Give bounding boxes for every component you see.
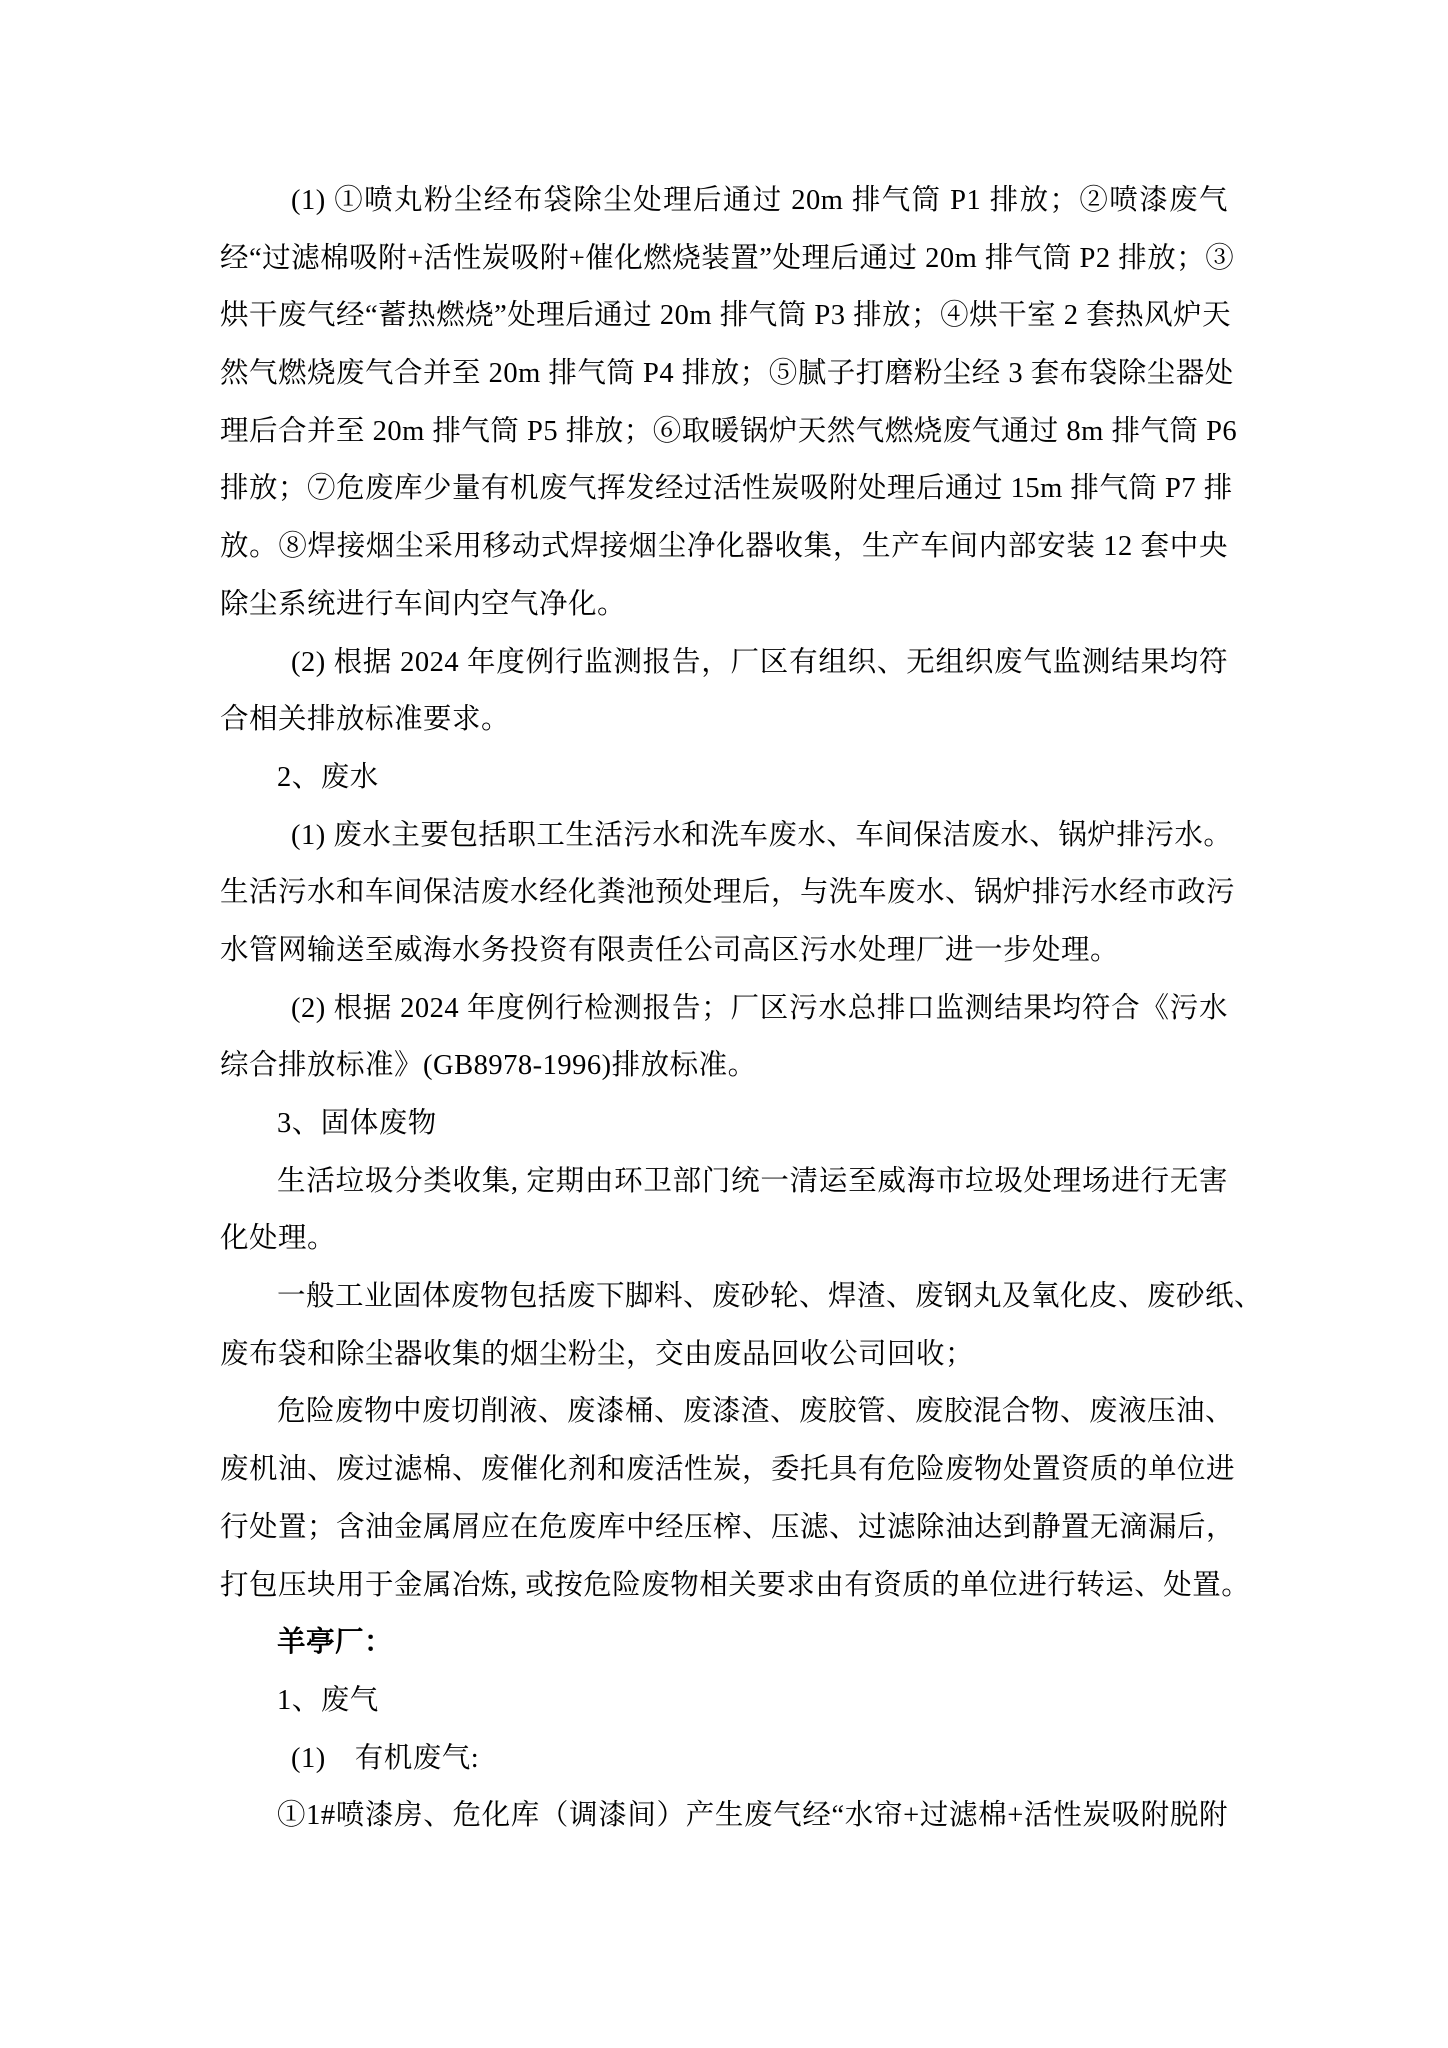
text-line: 1、废气 (277, 1684, 379, 1716)
text-line: 危险废物中废切削液、废漆桶、废漆渣、废胶管、废胶混合物、废液压油、 (277, 1396, 1235, 1428)
text-line: 水管网输送至威海水务投资有限责任公司高区污水处理厂进一步处理。 (220, 934, 1120, 966)
text-line: 生活垃圾分类收集, 定期由环卫部门统一清运至威海市垃圾处理场进行无害 (277, 1165, 1228, 1197)
text-line: 烘干废气经“蓄热燃烧”处理后通过 20m 排气筒 P3 排放；④烘干室 2 套热风炉天 (220, 300, 1232, 332)
text-line: 排放；⑦危废库少量有机废气挥发经过活性炭吸附处理后通过 15m 排气筒 P7 排 (220, 473, 1233, 505)
text-line: 合相关排放标准要求。 (220, 704, 511, 736)
text-line: 理后合并至 20m 排气筒 P5 排放；⑥取暖锅炉天然气燃烧废气通过 8m 排气筒 P6 (220, 415, 1238, 447)
text-line: 3、固体废物 (277, 1108, 437, 1139)
text-line: (2) 根据 2024 年度例行检测报告；厂区污水总排口监测结果均符合《污水 (291, 992, 1228, 1024)
text-line: 废机油、废过滤棉、废催化剂和废活性炭，委托具有危险废物处置资质的单位进 (220, 1454, 1236, 1486)
document-content (220, 172, 1264, 1845)
text-line: 综合排放标准》(GB8978-1996)排放标准。 (220, 1050, 757, 1082)
text-line: 除尘系统进行车间内空气净化。 (220, 588, 627, 620)
text-line: 然气燃烧废气合并至 20m 排气筒 P4 排放；⑤腻子打磨粉尘经 3 套布袋除尘器处 (220, 358, 1234, 390)
text-line: 经“过滤棉吸附+活性炭吸附+催化燃烧装置”处理后通过 20m 排气筒 P2 排放；③ (220, 242, 1235, 274)
text-line: (1) 废水主要包括职工生活污水和洗车废水、车间保洁废水、锅炉排污水。 (291, 819, 1233, 851)
text-line: ①1#喷漆房、危化库（调漆间）产生废气经“水帘+过滤棉+活性炭吸附脱附 (277, 1800, 1228, 1832)
text-line: 化处理。 (220, 1223, 337, 1255)
text-line: 羊亭厂： (277, 1627, 394, 1659)
text-line: 生活污水和车间保洁废水经化粪池预处理后，与洗车废水、锅炉排污水经市政污 (220, 877, 1236, 909)
text-line: (1) 有机废气: (291, 1742, 480, 1774)
text-line: 一般工业固体废物包括废下脚料、废砂轮、焊渣、废钢丸及氧化皮、废砂纸、 (277, 1281, 1264, 1313)
text-line: 行处置；含油金属屑应在危废库中经压榨、压滤、过滤除油达到静置无滴漏后， (220, 1511, 1236, 1543)
text-line: (1) ①喷丸粉尘经布袋除尘处理后通过 20m 排气筒 P1 排放；②喷漆废气 (291, 185, 1228, 216)
text-line: 2、废水 (277, 761, 379, 793)
text-line: (2) 根据 2024 年度例行监测报告，厂区有组织、无组织废气监测结果均符 (291, 646, 1228, 678)
text-line: 放。⑧焊接烟尘采用移动式焊接烟尘净化器收集，生产车间内部安装 12 套中央 (220, 531, 1228, 563)
text-line: 废布袋和除尘器收集的烟尘粉尘，交由废品回收公司回收； (220, 1338, 975, 1370)
text-line: 打包压块用于金属冶炼, 或按危险废物相关要求由有资质的单位进行转运、处置。 (220, 1569, 1251, 1601)
